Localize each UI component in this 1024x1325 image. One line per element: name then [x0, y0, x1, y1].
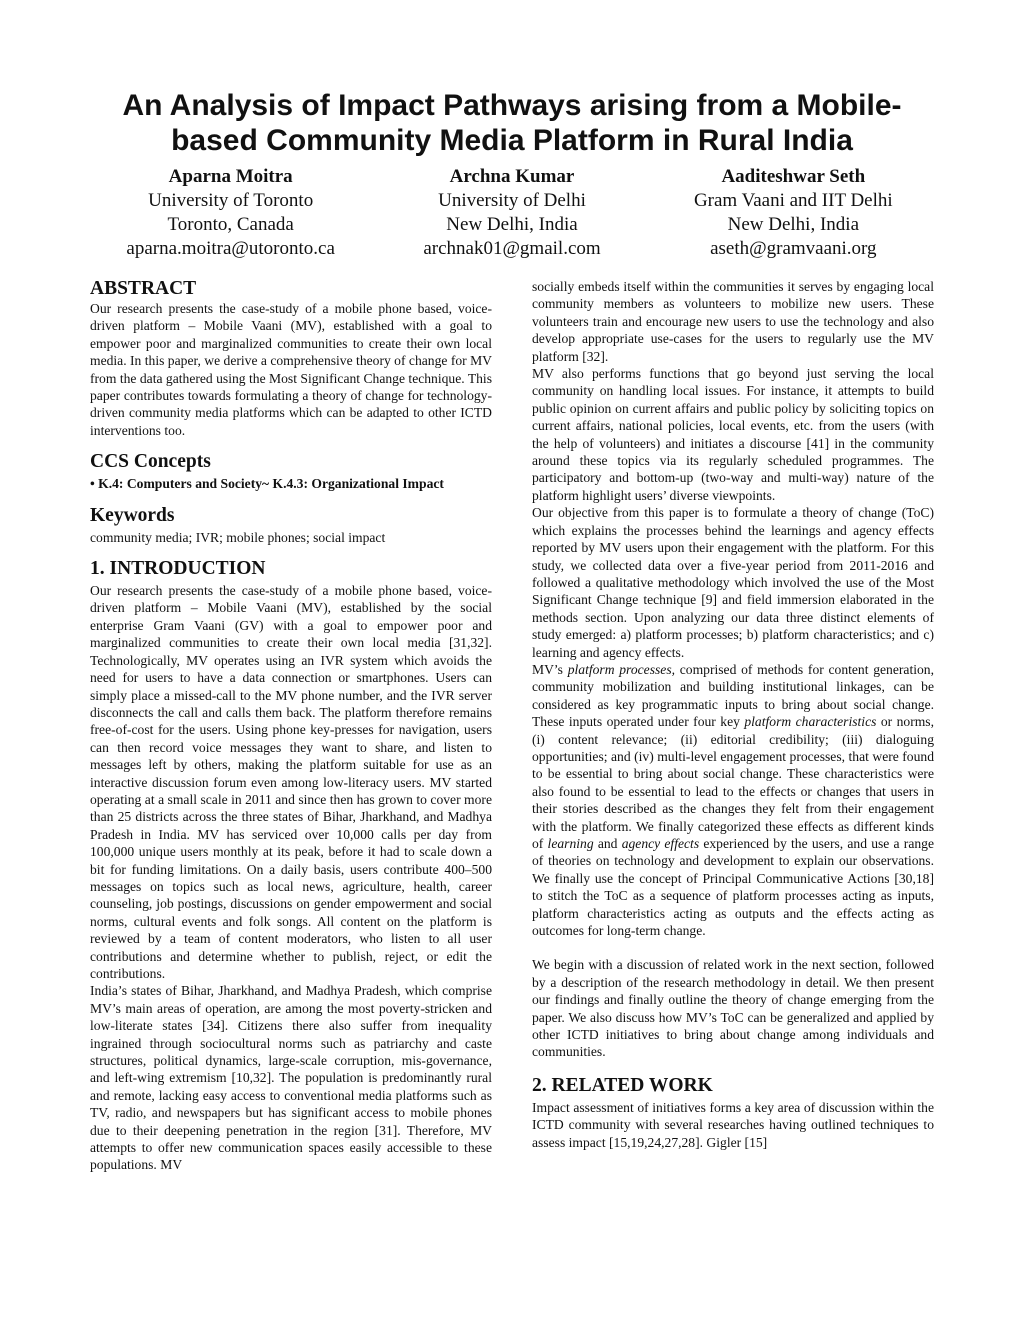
- text-run: and: [593, 836, 622, 851]
- related-work-heading: 2. RELATED WORK: [532, 1074, 713, 1096]
- emphasis-agency-effects: agency effects: [621, 836, 700, 851]
- paragraph-gap: [532, 939, 934, 956]
- emphasis-learning: learning: [547, 836, 594, 851]
- title-line-2: based Community Media Platform in Rural India: [171, 124, 853, 157]
- ccs-item: • K.4: Computers and Society~ K.4.3: Organizational Impact: [90, 476, 444, 492]
- text-run: comprised of methods for content generation, community mobilization and building institutional linkages, can be considered as key programmatic inputs to bring about social change. These inputs operated under four key: [532, 661, 934, 730]
- author-2: [371, 165, 652, 261]
- author-affiliation: University of Toronto: [148, 190, 314, 211]
- author-location: New Delhi, India: [727, 214, 860, 235]
- intro-paragraph-1: Our research presents the case-study of a mobile phone based, voice-driven platform – Mobile Vaani (MV), established by the social enterprise Gram Vaani (GV) with a goal to empower poor and marginalized communities to create their own local media [31,32]. Technologically, MV operates using an IVR system which avoids the need for users to have a data connection or smartphones. Users can simply place a missed-call to the MV phone number, and the IVR server disconnects the call and calls them back. The platform therefore remains free-of-cost for the users. Using phone key-presses for navigation, users can then record voice messages they want to share, and listen to messages left by others, making the platform suitable for use as an interactive discussion forum even among low-literacy users. MV started operating at a small scale in 2011 and since then has grown to cover more than 25 districts across the three states of Bihar, Jharkhand, and Madhya Pradesh in India. MV has serviced over 10,000 calls per day from 100,000 unique users monthly at its peak, before it had to scale down a bit for funding limitations. On a daily basis, users contribute 400–500 messages on topics such as local news, agriculture, health, career counseling, job postings, discussions on gender empowerment and social norms, cultural events and folk songs. All content on the platform is reviewed by a team of content moderators, who listen to all user contributions and determine whether to publish, reject, or edit the contributions.: [90, 583, 492, 981]
- ccs-heading: CCS Concepts: [90, 451, 211, 473]
- keywords-text: community media; IVR; mobile phones; social impact: [90, 529, 386, 545]
- emphasis-platform-processes: platform processes,: [567, 661, 676, 677]
- intro-heading: 1. INTRODUCTION: [90, 558, 266, 580]
- text-run: or norms, (i) content relevance; (ii) editorial credibility; (iii) dialoguing opportunities; and (iv) multi-level engagement processes, that were found to be essential to bring about social change. These characteristics were also found to be essential to lead to the effects or changes that users in their stories described as the changes they felt from their engagement with the platform. We finally categorized these effects as different kinds of: [532, 714, 934, 851]
- author-block: [90, 165, 934, 261]
- intro-paragraph-5: Our objective from this paper is to formulate a theory of change (ToC) which explains the processes behind the learnings and agency effects reported by MV users upon their engagement with the platform. For this study, we collected data over a five-year period from 2011-2016 and followed a qualitative methodology which involved the use of the Most Significant Change technique [9] and field immersion elaborated in the methods section. Upon analyzing our data three distinct elements of study emerged: a) platform processes; b) platform characteristics; and c) learning and agency effects.: [532, 505, 934, 660]
- intro-paragraph-6: [532, 661, 934, 940]
- intro-paragraph-2: India’s states of Bihar, Jharkhand, and Madhya Pradesh, which comprise MV’s main areas of operation, are among the most poverty-stricken and low-literate states [34]. Citizens there also suffer from inequality ingrained through sociocultural norms such as patriarchy and caste structures, political dynamics, large-scale corruption, mis-governance, and left-wing extremism [10,32]. The population is predominantly rural and remote, lacking easy access to conventional media platforms such as TV, radio, and newspapers but has significant access to mobile phones due to their deepening penetration in the region [31]. Therefore, MV attempts to offer new communication spaces easily accessible to these populations. MV: [90, 983, 492, 1173]
- author-email: archnak01@gmail.com: [423, 238, 601, 259]
- emphasis-platform-characteristics: platform characteristics: [744, 714, 877, 730]
- paper-title: [90, 88, 934, 158]
- abstract-text: Our research presents the case-study of a mobile phone based, voice-driven platform – Mobile Vaani (MV), established with a goal to empower poor and marginalized communities to create their own local media. In this paper, we derive a comprehensive theory of change for MV from the data gathered using the Most Significant Change technique. This paper contributes towards formulating a theory of change for technology-driven community media platforms which can be adapted to other ICTD interventions too.: [90, 301, 492, 438]
- author-location: New Delhi, India: [446, 214, 578, 235]
- abstract-heading: ABSTRACT: [90, 278, 197, 299]
- related-work-paragraph-1: Impact assessment of initiatives forms a key area of discussion within the ICTD community with several researches having outlined techniques to assess impact [15,19,24,27,28]. Gigler [15]: [532, 1099, 934, 1150]
- author-1: [90, 165, 371, 261]
- author-email: aseth@gramvaani.org: [710, 238, 877, 259]
- left-column: [90, 278, 492, 1174]
- author-name: Aaditeshwar Seth: [721, 166, 866, 187]
- author-location: Toronto, Canada: [167, 214, 294, 235]
- right-column: [532, 278, 934, 1174]
- text-run: MV’s: [532, 661, 568, 677]
- author-name: Aparna Moitra: [168, 166, 293, 187]
- intro-paragraph-4: MV also performs functions that go beyond just serving the local community on handling local issues. For instance, it attempts to build public opinion on current affairs and public policy by soliciting topics on current affairs, national policies, local events, etc. from the users (with the help of volunteers) and initiates a discourse [41] in the community around these topics via its regularly scheduled programmes. The participatory and bottom-up (two-way and multi-way) nature of the platform highlight users’ diverse viewpoints.: [532, 366, 934, 503]
- intro-paragraph-7: We begin with a discussion of related work in the next section, followed by a description of the research methodology in detail. We then present our findings and finally outline the theory of change emerging from the paper. We also discuss how MV’s ToC can be generalized and applied by other ICTD initiatives to bring about change among individuals and communities.: [532, 957, 934, 1060]
- keywords-heading: Keywords: [90, 504, 175, 526]
- intro-paragraph-3: socially embeds itself within the communities it serves by engaging local community members as volunteers to mobilize new users. These volunteers train and encourage new users to use the technology and also develop appropriate use-cases for the users to regularly use the MV platform [32].: [532, 279, 934, 364]
- author-3: [653, 165, 934, 261]
- author-affiliation: University of Delhi: [438, 190, 586, 211]
- author-affiliation: Gram Vaani and IIT Delhi: [693, 190, 893, 211]
- body-columns: [90, 278, 934, 1174]
- author-name: Archna Kumar: [449, 166, 575, 187]
- text-run: experienced by the users, and use a range of theories on technology and development to explain our observations. We finally use the concept of Principal Communicative Actions [30,18] to stitch the ToC as a sequence of platform processes acting as inputs, platform characteristics acting as outputs and the effects acting as outcomes for long-term change.: [532, 836, 934, 939]
- author-email: aparna.moitra@utoronto.ca: [126, 238, 335, 259]
- title-line-1: An Analysis of Impact Pathways arising from a Mobile-: [122, 89, 902, 122]
